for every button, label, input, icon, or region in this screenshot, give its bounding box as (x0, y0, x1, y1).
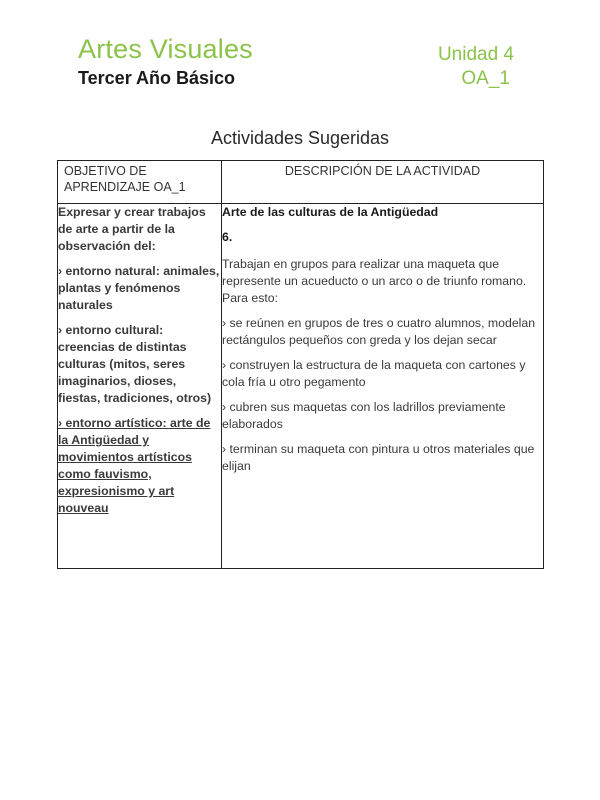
objective-header-label: OBJETIVO DE APRENDIZAJE OA_1 (64, 164, 186, 194)
activity-title: Arte de las culturas de la Antigüedad (222, 205, 439, 219)
objective-header (58, 161, 222, 204)
section-title: Actividades Sugeridas (210, 128, 390, 148)
oa-code: OA_1 (461, 68, 510, 89)
activity-step: › cubren sus maquetas con los ladrillos previamente elaborados (222, 400, 506, 431)
page-header (78, 34, 516, 94)
grade-label: Tercer Año Básico (78, 68, 236, 88)
objective-natural: › entorno natural: animales, plantas y fenómenos naturales (58, 264, 220, 312)
table-header-row (58, 161, 544, 204)
objective-cultural: › entorno cultural: creencias de distintas culturas (mitos, seres imaginarios, dioses, fiestas, tradiciones, otros) (58, 323, 212, 405)
objective-artistic: › entorno artístico: arte de la Antigüedad y movimientos artísticos como fauvismo, expresionismo y art nouveau (58, 416, 211, 515)
activity-intro: Trabajan en grupos para realizar una maqueta que represente un acueducto o un arco o de triunfo romano. Para esto: (222, 257, 527, 305)
table-row (58, 204, 544, 569)
description-header-label: DESCRIPCIÓN DE LA ACTIVIDAD (284, 164, 481, 178)
subject-title: Artes Visuales (78, 34, 253, 64)
description-cell (222, 204, 544, 569)
activity-number: 6. (222, 230, 233, 244)
activity-table (57, 160, 544, 569)
activity-step: › construyen la estructura de la maqueta con cartones y cola fría u otro pegamento (222, 358, 526, 389)
description-header (222, 161, 544, 204)
activity-step: › se reúnen en grupos de tres o cuatro alumnos, modelan rectángulos pequeños con greda y los dejan secar (222, 316, 536, 347)
objective-cell (58, 204, 222, 569)
objective-intro: Expresar y crear trabajos de arte a partir de la observación del: (58, 205, 206, 253)
unit-label: Unidad 4 (437, 44, 514, 65)
activity-step: › terminan su maqueta con pintura u otros materiales que elijan (222, 442, 535, 473)
